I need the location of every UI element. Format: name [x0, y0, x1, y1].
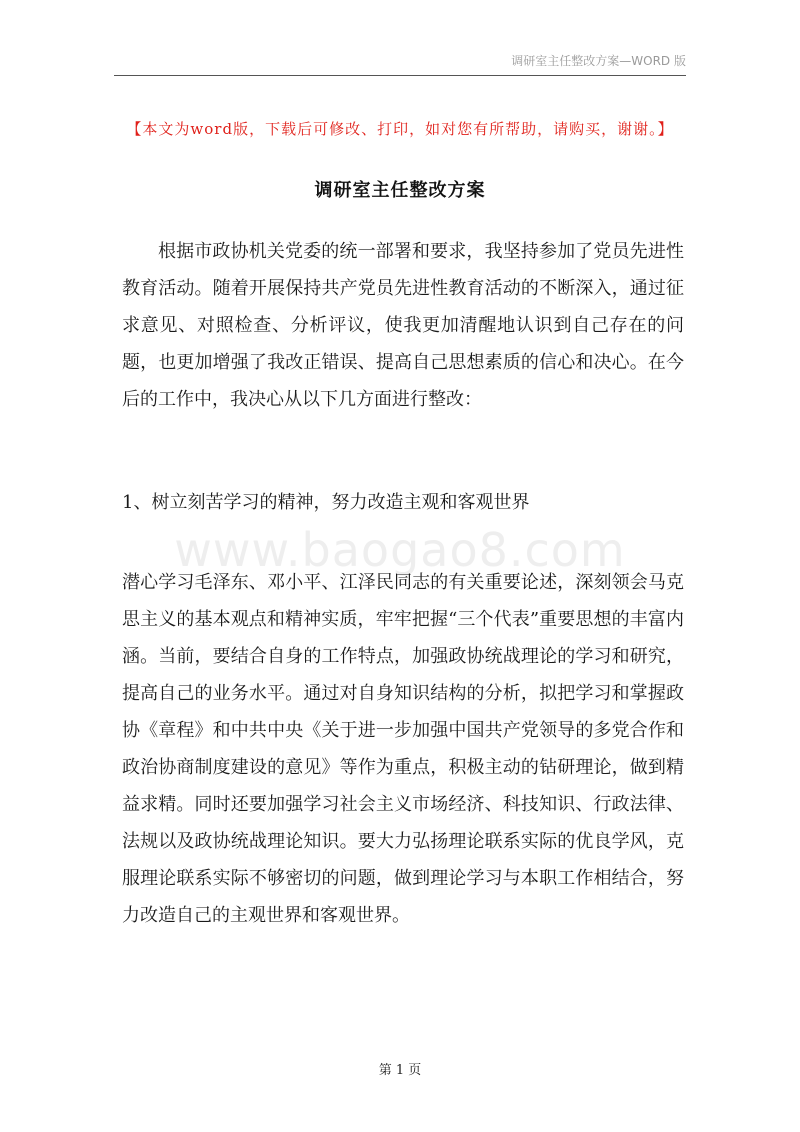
download-notice: 【本文为word版，下载后可修改、打印，如对您有所帮助，请购买，谢谢。】	[126, 120, 674, 138]
watermark: www.baogao8.com	[174, 523, 626, 577]
running-header: 调研室主任整改方案—WORD 版	[511, 54, 686, 68]
section-1-paragraph: 潜心学习毛泽东、邓小平、江泽民同志的有关重要论述，深刻领会马克思主义的基本观点和精神实质，牢牢把握“三个代表”重要思想的丰富内涵。当前，要结合自身的工作特点，加强政协统战理论的学习和研究，提高自己的业务水平。通过对自身知识结构的分析，拟把学习和掌握政协《章程》和中共中央《关于进一步加强中国共产党领导的多党合作和政治协商制度建设的意见》等作为重点，积极主动的钻研理论，做到精益求精。同时还要加强学习社会主义市场经济、科技知识、行政法律、法规以及政协统战理论知识。要大力弘扬理论联系实际的优良学风，克服理论联系实际不够密切的问题，做到理论学习与本职工作相结合，努力改造自己的主观世界和客观世界。	[122, 572, 684, 926]
intro-paragraph: 根据市政协机关党委的统一部署和要求，我坚持参加了党员先进性教育活动。随着开展保持共产党员先进性教育活动的不断深入，通过征求意见、对照检查、分析评议，使我更加清醒地认识到自己存在的问题，也更加增强了我改正错误、提高自己思想素质的信心和决心。在今后的工作中，我决心从以下几方面进行整改：	[122, 241, 684, 410]
header-rule	[114, 75, 686, 76]
document-title: 调研室主任整改方案	[314, 180, 486, 201]
section-1-heading: 1、树立刻苦学习的精神，努力改造主观和客观世界	[122, 492, 530, 513]
page-number: 第 1 页	[378, 1063, 422, 1078]
